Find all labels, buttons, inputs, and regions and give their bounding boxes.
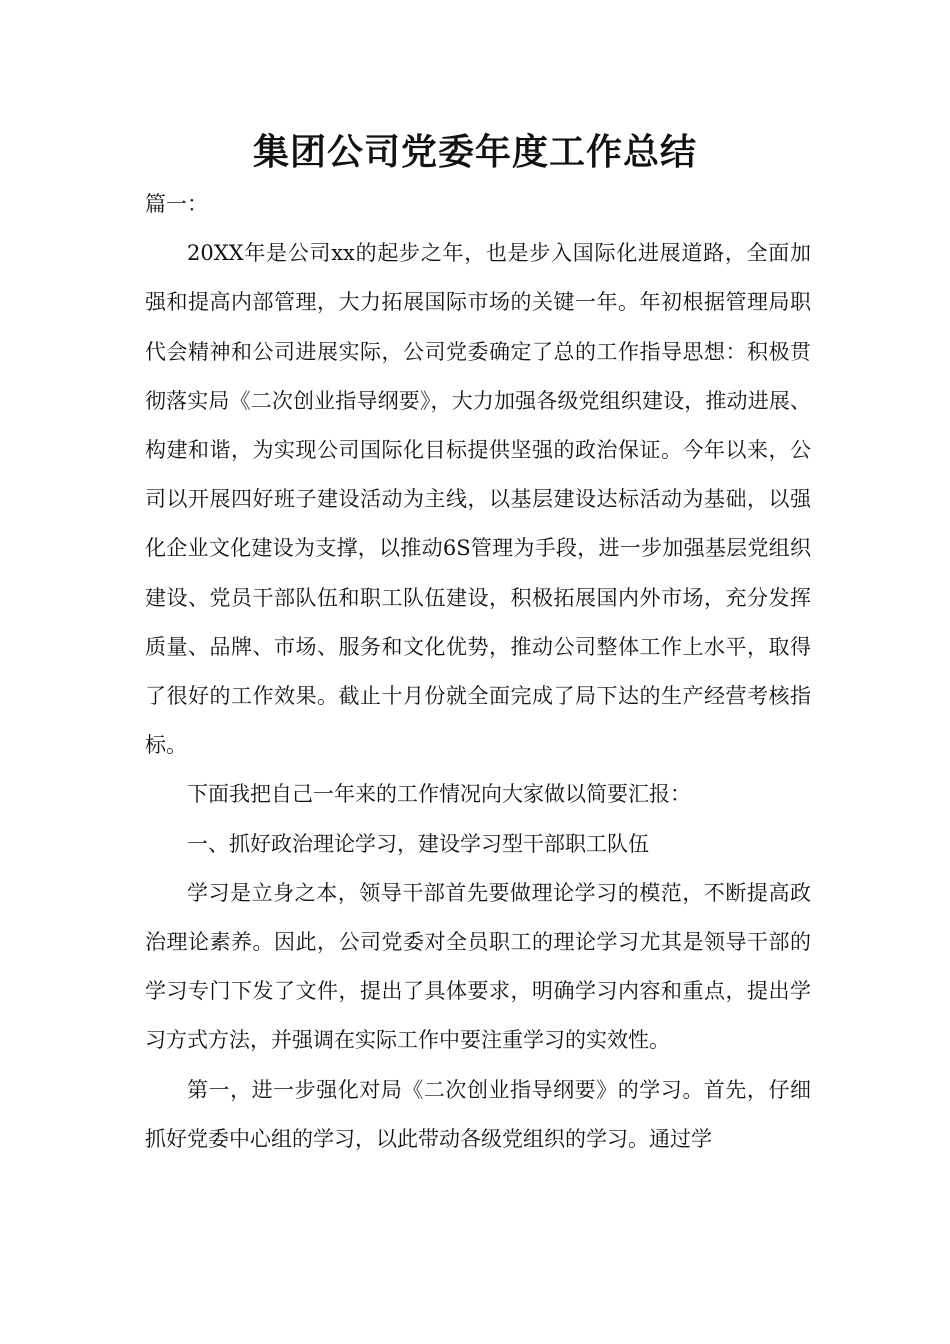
section-label: 篇一：: [145, 192, 208, 216]
paragraph: 学习是立身之本，领导干部首先要做理论学习的模范，不断提高政治理论素养。因此，公司党委对全员职工的理论学习尤其是领导干部的学习专门下发了文件，提出了具体要求，明确学习内容和重点，提出学习方式方法，并强调在实际工作中要注重学习的实效性。: [145, 880, 811, 1053]
document-body: [145, 180, 811, 1164]
paragraph: 下面我把自己一年来的工作情况向大家做以简要汇报：: [187, 782, 691, 807]
paragraph: 第一，进一步强化对局《二次创业指导纲要》的学习。首先，仔细抓好党委中心组的学习，以此带动各级党组织的学习。通过学: [145, 1077, 811, 1151]
paragraph: 20XX年是公司xx的起步之年，也是步入国际化进展道路，全面加强和提高内部管理，大力拓展国际市场的关键一年。年初根据管理局职代会精神和公司进展实际，公司党委确定了总的工作指导思想：积极贯彻落实局《二次创业指导纲要》，大力加强各级党组织建设，推动进展、构建和谐，为实现公司国际化目标提供坚强的政治保证。今年以来，公司以开展四好班子建设活动为主线，以基层建设达标活动为基础，以强化企业文化建设为支撑，以推动6S管理为手段，进一步加强基层党组织建设、党员干部队伍和职工队伍建设，积极拓展国内外市场，充分发挥质量、品牌、市场、服务和文化优势，推动公司整体工作上水平，取得了很好的工作效果。截止十月份就全面完成了局下达的生产经营考核指标。: [145, 241, 811, 758]
document-title: 集团公司党委年度工作总结: [252, 132, 697, 173]
section-heading: 一、抓好政治理论学习，建设学习型干部职工队伍: [187, 831, 649, 856]
